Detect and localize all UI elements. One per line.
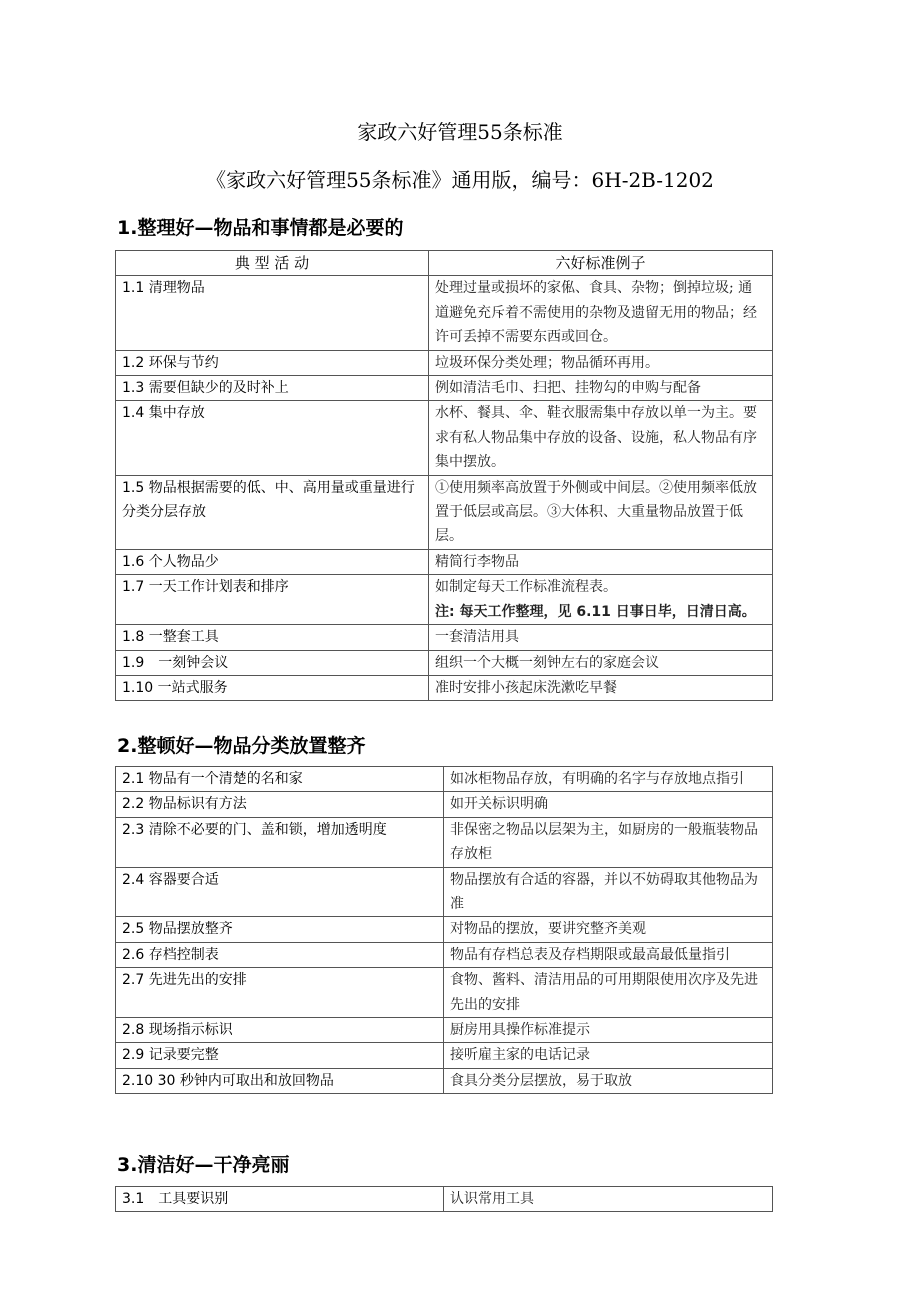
activity-cell: 1.4 集中存放 (116, 401, 429, 475)
example-text: 如开关标识明确 (450, 796, 548, 813)
activity-cell: 1.3 需要但缺少的及时补上 (116, 376, 429, 401)
document-subtitle: 《家政六好管理55条标准》通用版，编号：6H-2B-1202 (206, 168, 714, 192)
example-text: 水杯、餐具、伞、鞋衣服需集中存放以单一为主。要求有私人物品集中存放的设备、设施，私人物品有序集中摆放。 (435, 405, 757, 471)
example-text: 食具分类分层摆放，易于取放 (450, 1072, 632, 1089)
example-cell (429, 401, 773, 475)
example-cell (429, 376, 773, 401)
example-text: 食物、酱料、清洁用品的可用期限使用次序及先进先出的安排 (450, 972, 758, 1013)
activity-cell: 1.8 一整套工具 (116, 625, 429, 650)
activity-cell: 2.6 存档控制表 (116, 942, 444, 967)
example-text: 厨房用具操作标准提示 (450, 1022, 590, 1039)
table-row (116, 1068, 773, 1093)
table-row (116, 276, 773, 350)
table-header-row (116, 251, 773, 276)
example-cell (444, 917, 773, 942)
table-row (116, 1187, 773, 1212)
column-header-activity: 典 型 活 动 (116, 251, 429, 276)
table-row (116, 767, 773, 792)
example-text: 垃圾环保分类处理；物品循环再用。 (435, 354, 659, 371)
activity-cell: 2.8 现场指示标识 (116, 1018, 444, 1043)
table-row (116, 917, 773, 942)
example-cell (444, 1018, 773, 1043)
section-3-heading: 3.清洁好—干净亮丽 (117, 1154, 290, 1176)
section-3-table (115, 1186, 773, 1212)
example-cell (444, 767, 773, 792)
section-2-table (115, 766, 773, 1094)
table-row (116, 350, 773, 375)
example-cell (444, 867, 773, 917)
example-text: 如冰柜物品存放，有明确的名字与存放地点指引 (450, 771, 744, 787)
activity-cell: 2.9 记录要完整 (116, 1043, 444, 1068)
example-cell (429, 675, 773, 700)
example-text: 精简行李物品 (435, 553, 519, 570)
section-1-heading: 1.整理好—物品和事情都是必要的 (117, 217, 404, 239)
example-cell (429, 276, 773, 350)
activity-cell: 1.10 一站式服务 (116, 675, 429, 700)
example-cell (444, 1187, 773, 1212)
document-title: 家政六好管理55条标准 (357, 120, 563, 144)
activity-cell: 3.1 工具要识别 (116, 1187, 444, 1212)
section-1-table (115, 250, 773, 701)
table-row (116, 942, 773, 967)
example-cell (429, 475, 773, 549)
activity-cell: 1.1 清理物品 (116, 276, 429, 350)
table-row (116, 792, 773, 817)
example-cell (444, 792, 773, 817)
table-row (116, 401, 773, 475)
example-text: 处理过量或损坏的家俬、食具、杂物；倒掉垃圾; 通道避免充斥着不需使用的杂物及遗留无用的物品；经许可丢掉不需要东西或回仓。 (435, 280, 757, 346)
activity-cell: 1.7 一天工作计划表和排序 (116, 575, 429, 625)
example-text: 如制定每天工作标准流程表。 (435, 579, 617, 596)
table-row (116, 817, 773, 867)
example-text: 非保密之物品以层架为主，如厨房的一般瓶装物品存放柜 (450, 821, 758, 863)
activity-cell: 1.6 个人物品少 (116, 549, 429, 574)
table-row (116, 625, 773, 650)
activity-cell: 1.9 一刻钟会议 (116, 650, 429, 675)
table-row (116, 376, 773, 401)
example-cell (444, 1068, 773, 1093)
example-cell (444, 968, 773, 1018)
example-text: 物品有存档总表及存档期限或最高最低量指引 (450, 946, 730, 963)
table-row (116, 867, 773, 917)
table-row (116, 1043, 773, 1068)
activity-cell: 1.2 环保与节约 (116, 350, 429, 375)
example-text: 准时安排小孩起床洗漱吃早餐 (435, 679, 617, 696)
example-cell (444, 942, 773, 967)
activity-cell: 2.4 容器要合适 (116, 867, 444, 917)
activity-cell: 2.2 物品标识有方法 (116, 792, 444, 817)
table-row (116, 968, 773, 1018)
example-cell (444, 817, 773, 867)
example-text: 组织一个大概一刻钟左右的家庭会议 (435, 654, 659, 671)
example-cell (429, 650, 773, 675)
example-cell (429, 350, 773, 375)
activity-cell: 1.5 物品根据需要的低、中、高用量或重量进行分类分层存放 (116, 475, 429, 549)
example-cell (429, 575, 773, 625)
column-header-example: 六好标准例子 (429, 251, 773, 276)
table-row (116, 650, 773, 675)
section-2-heading: 2.整顿好—物品分类放置整齐 (117, 735, 366, 757)
example-text: 物品摆放有合适的容器，并以不妨碍取其他物品为准 (450, 871, 758, 913)
example-cell (444, 1043, 773, 1068)
example-text: 认识常用工具 (450, 1191, 534, 1207)
example-text: 例如清洁毛巾、扫把、挂物勾的申购与配备 (435, 380, 701, 397)
example-text: 对物品的摆放，要讲究整齐美观 (450, 921, 646, 938)
example-text: ①使用频率高放置于外侧或中间层。②使用频率低放置于低层或高层。③大体积、大重量物品放置于低层。 (435, 479, 757, 545)
example-text: 接听雇主家的电话记录 (450, 1047, 590, 1064)
table-row (116, 675, 773, 700)
example-cell (429, 549, 773, 574)
table-row (116, 475, 773, 549)
activity-cell: 2.5 物品摆放整齐 (116, 917, 444, 942)
activity-cell: 2.1 物品有一个清楚的名和家 (116, 767, 444, 792)
table-row (116, 549, 773, 574)
activity-cell: 2.3 清除不必要的门、盖和锁，增加透明度 (116, 817, 444, 867)
activity-cell: 2.7 先进先出的安排 (116, 968, 444, 1018)
activity-cell: 2.10 30 秒钟内可取出和放回物品 (116, 1068, 444, 1093)
example-text: 一套清洁用具 (435, 629, 519, 646)
example-cell (429, 625, 773, 650)
example-note: 注: 每天工作整理，见 6.11 日事日毕，日清日高。 (435, 603, 756, 620)
table-row (116, 1018, 773, 1043)
table-row (116, 575, 773, 625)
